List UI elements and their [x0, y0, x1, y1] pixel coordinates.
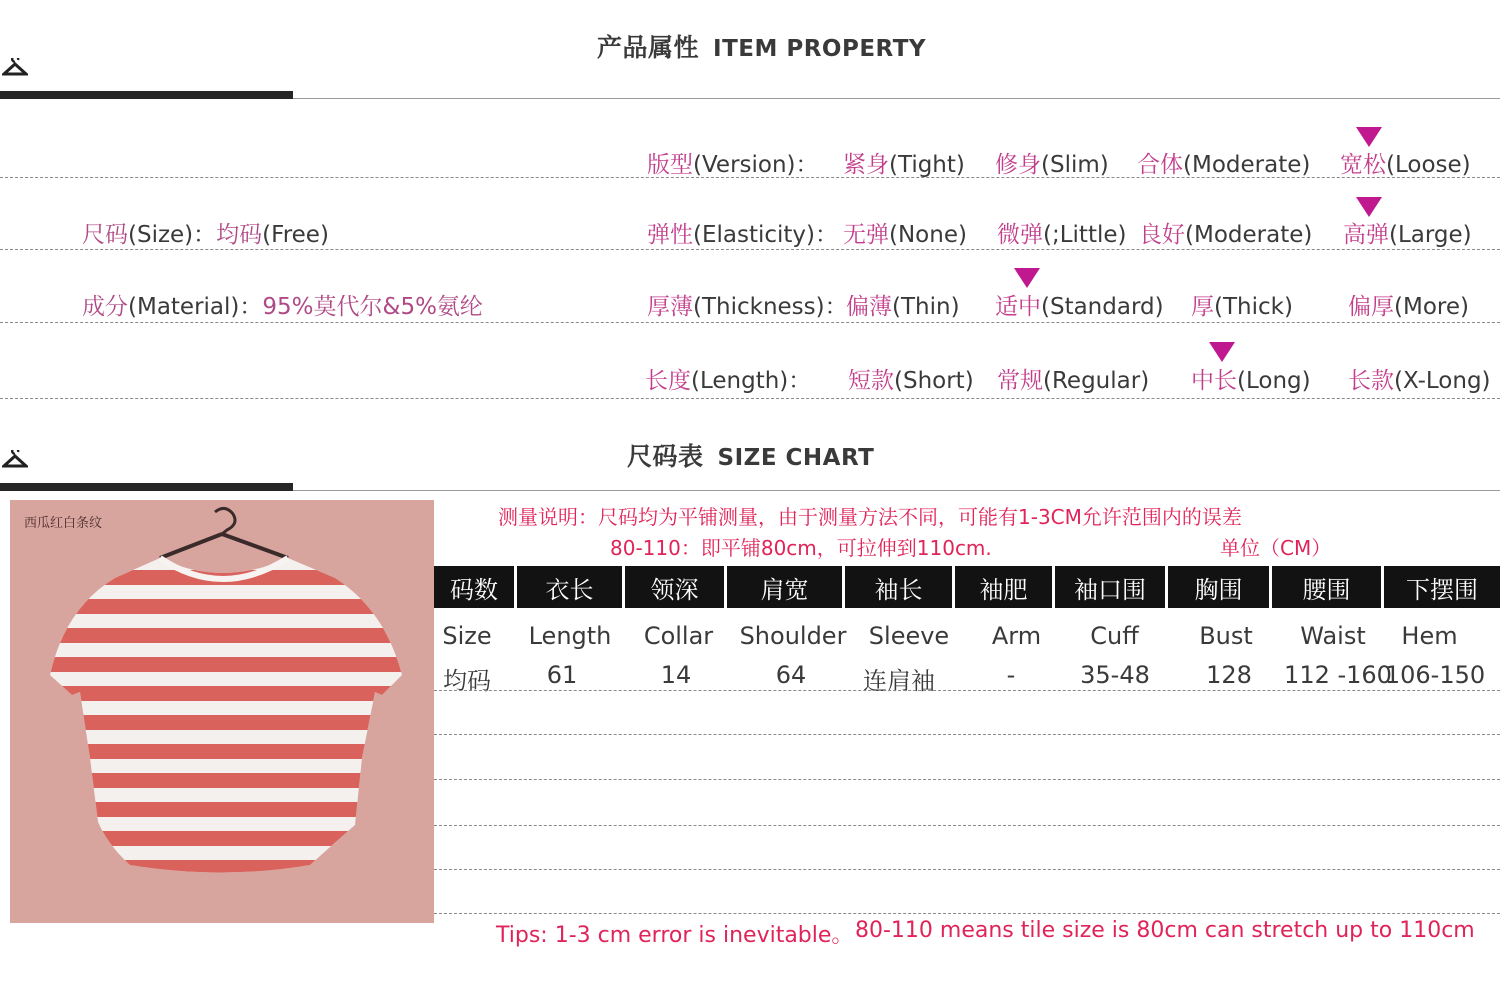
table-cell: 35-48	[1080, 661, 1150, 689]
attr-option-selected: 宽松(Loose)	[1340, 152, 1471, 178]
en-header-cell: Sleeve	[868, 622, 950, 650]
shirt-stripe	[10, 860, 434, 875]
header-cell: 袖肥	[955, 566, 1052, 608]
measure-note: 测量说明：尺码均为平铺测量，由于测量方法不同，可能有1-3CM允许范围内的误差	[498, 505, 1242, 529]
shirt-stripe	[10, 773, 434, 788]
section-rule	[293, 98, 1500, 99]
attr-option: 合体(Moderate)	[1137, 152, 1311, 178]
selected-marker-icon	[1356, 127, 1382, 147]
header-cell: 肩宽	[727, 566, 842, 608]
en-header-cell: Cuff	[1090, 622, 1139, 650]
table-divider	[434, 913, 1500, 914]
header-cell: 码数	[434, 566, 514, 608]
hanger-icon	[2, 450, 28, 470]
size-property: 尺码(Size)：均码(Free)	[82, 222, 329, 248]
en-header-cell: Collar	[643, 622, 714, 650]
shirt-stripe	[10, 889, 434, 904]
attr-label: 厚薄(Thickness)：	[647, 294, 848, 320]
attr-option: 厚(Thick)	[1191, 294, 1293, 320]
header-cell: 袖口围	[1055, 566, 1165, 608]
section-title: 尺码表 SIZE CHART	[627, 442, 875, 471]
product-photo	[10, 500, 434, 923]
shirt-stripe	[10, 628, 434, 643]
row-divider	[0, 249, 1500, 250]
header-cell: 腰围	[1272, 566, 1381, 608]
table-cell: -	[1006, 661, 1016, 689]
material-property: 成分(Material)：95%莫代尔&5%氨纶	[82, 294, 483, 320]
size-table-header	[434, 566, 1500, 608]
attr-option: 微弹(;Little)	[997, 222, 1127, 248]
selected-marker-icon	[1356, 197, 1382, 217]
table-cell: 连肩袖	[863, 667, 935, 695]
selected-marker-icon	[1014, 268, 1040, 288]
row-divider	[0, 398, 1500, 399]
photo-tag: 西瓜红白条纹	[24, 516, 103, 531]
en-header-cell: Waist	[1300, 622, 1366, 650]
stretch-note: 80-110：即平铺80cm，可拉伸到110cm.	[610, 536, 992, 560]
table-cell: 112 -160	[1284, 661, 1392, 689]
selected-marker-icon	[1209, 342, 1235, 362]
hanger-icon	[2, 58, 28, 78]
tips-stretch: 80-110 means tile size is 80cm can stretch up to 110cm	[855, 918, 1475, 943]
header-cell: 衣长	[517, 566, 622, 608]
shirt-stripe	[10, 599, 434, 614]
attr-option: 良好(Moderate)	[1139, 222, 1313, 248]
table-cell: 14	[660, 661, 692, 689]
shirt-stripe	[10, 657, 434, 672]
attr-label: 长度(Length)：	[645, 368, 812, 394]
attr-option: 常规(Regular)	[997, 368, 1150, 394]
table-cell: 128	[1206, 661, 1252, 689]
table-divider	[434, 690, 1500, 691]
en-header-cell: Size	[442, 622, 492, 650]
en-header-cell: Bust	[1199, 622, 1253, 650]
title-en: ITEM PROPERTY	[713, 36, 927, 62]
table-divider	[434, 779, 1500, 780]
header-cell: 领深	[625, 566, 724, 608]
table-divider	[434, 869, 1500, 870]
section-underline	[0, 483, 293, 491]
attr-option-selected: 高弹(Large)	[1343, 222, 1472, 248]
attr-option: 偏厚(More)	[1348, 294, 1469, 320]
table-cell: 均码	[443, 667, 491, 695]
title-cn: 产品属性	[597, 33, 700, 62]
attr-option: 偏薄(Thin)	[846, 294, 960, 320]
table-divider	[434, 734, 1500, 735]
shirt-stripe	[10, 744, 434, 759]
attr-option-selected: 中长(Long)	[1191, 368, 1311, 394]
attr-label: 版型(Version)：	[647, 152, 819, 178]
header-cell: 胸围	[1168, 566, 1269, 608]
attr-option: 无弹(None)	[843, 222, 967, 248]
table-cell: 106-150	[1384, 661, 1486, 689]
en-header-cell: Hem	[1401, 622, 1458, 650]
table-cell: 61	[546, 661, 578, 689]
tips-error: Tips: 1-3 cm error is inevitable。	[496, 923, 854, 948]
attr-option: 长款(X-Long)	[1348, 368, 1491, 394]
shirt-stripe	[10, 686, 434, 701]
en-header-cell: Length	[528, 622, 612, 650]
shirt-stripe	[10, 802, 434, 817]
attr-option: 短款(Short)	[848, 368, 974, 394]
attr-option: 修身(Slim)	[995, 152, 1109, 178]
row-divider	[0, 322, 1500, 323]
header-cell: 袖长	[845, 566, 952, 608]
shirt-stripe	[10, 831, 434, 846]
unit-note: 单位（CM）	[1220, 536, 1332, 560]
header-cell: 下摆围	[1384, 566, 1500, 608]
section-rule	[293, 490, 1500, 491]
size-table-en-header	[434, 622, 1500, 650]
section-title	[597, 28, 926, 64]
en-header-cell: Arm	[991, 622, 1042, 650]
attr-label: 弹性(Elasticity)：	[647, 222, 839, 248]
en-header-cell: Shoulder	[739, 622, 847, 650]
section-underline	[0, 91, 293, 99]
table-cell: 64	[775, 661, 807, 689]
attr-option: 紧身(Tight)	[843, 152, 965, 178]
shirt-stripe	[10, 715, 434, 730]
table-divider	[434, 825, 1500, 826]
attr-option-selected: 适中(Standard)	[995, 294, 1164, 320]
